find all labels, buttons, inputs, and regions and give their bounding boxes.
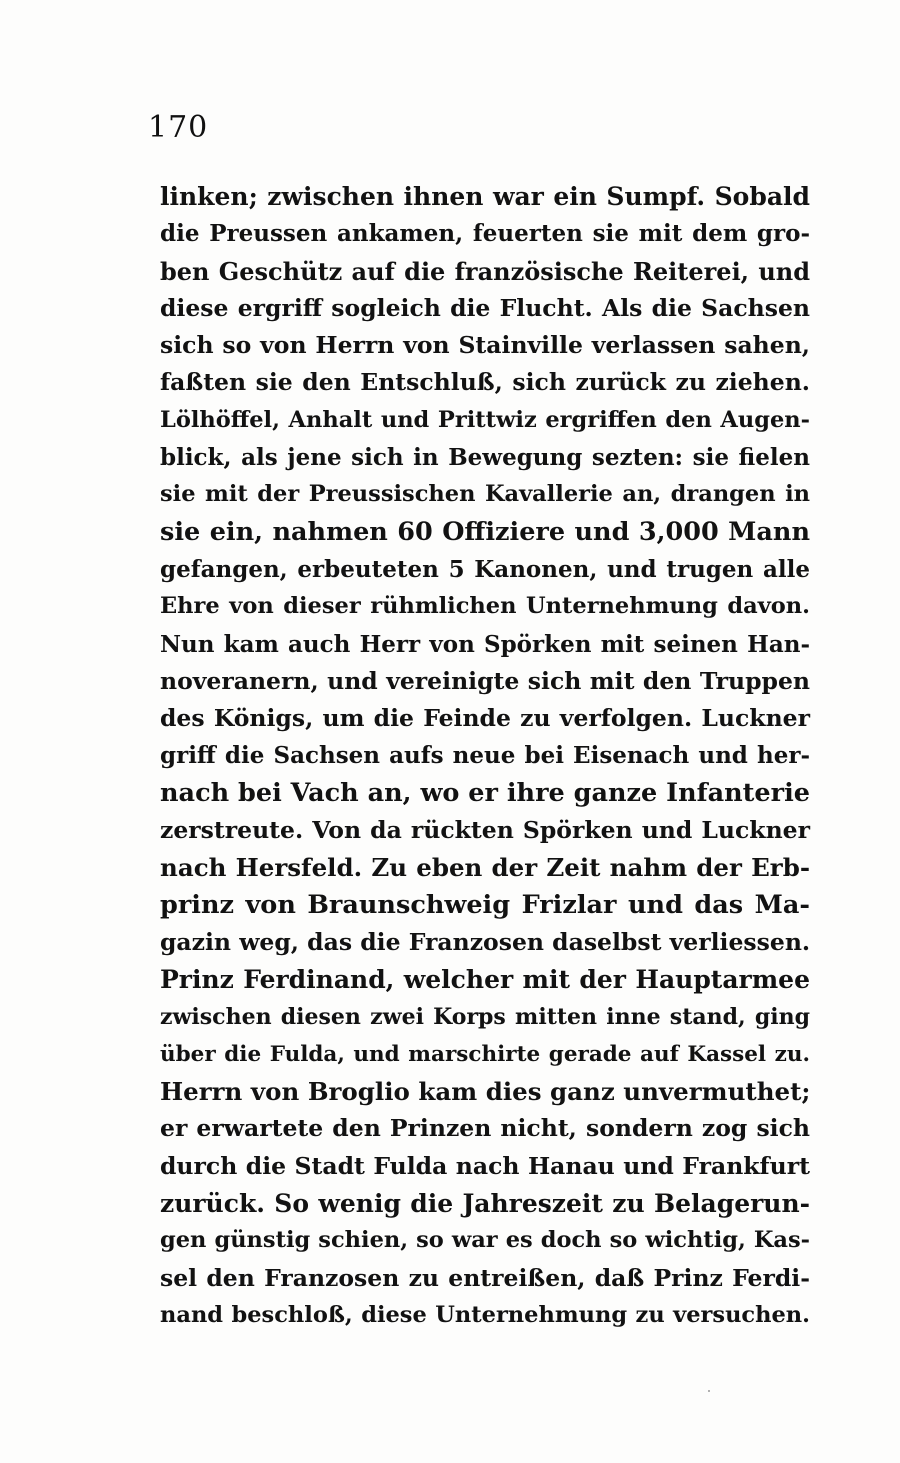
text-line: Prinz Ferdinand, welcher mit der Hauptarmee xyxy=(160,965,810,995)
text-line: blick, als jene sich in Bewegung sezten: sie fielen xyxy=(160,444,810,472)
text-line: sie ein, nahmen 60 Offiziere und 3,000 Mann xyxy=(160,516,810,547)
text-line: zerstreute. Von da rückten Spörken und Luckner xyxy=(160,816,810,845)
text-line: gazin weg, das die Franzosen daselbst verliessen. xyxy=(160,927,811,956)
text-line: nand beschloß, diese Unternehmung zu versuchen. xyxy=(160,1301,810,1328)
text-line: Herrn von Broglio kam dies ganz unvermuthet; xyxy=(160,1077,811,1107)
text-line: faßten sie den Entschluß, sich zurück zu ziehen. xyxy=(160,368,810,397)
text-line: gen günstig schien, so war es doch so wichtig, Kas- xyxy=(160,1227,810,1254)
text-line: nach bei Vach an, wo er ihre ganze Infanterie xyxy=(160,777,810,808)
text-line: er erwartete den Prinzen nicht, sondern zog sich xyxy=(160,1114,810,1143)
text-line: sie mit der Preussischen Kavallerie an, drangen in xyxy=(160,481,810,508)
text-line: Nun kam auch Herr von Spörken mit seinen Han- xyxy=(160,630,810,658)
page-number: 170 xyxy=(148,110,209,145)
text-line: Ehre von dieser rühmlichen Unternehmung davon. xyxy=(160,593,810,620)
text-line: gefangen, erbeuteten 5 Kanonen, und trugen alle xyxy=(160,555,810,583)
text-line: diese ergriff sogleich die Flucht. Als die Sachsen xyxy=(160,293,810,322)
text-line: zurück. So wenig die Jahreszeit zu Belagerun- xyxy=(160,1189,810,1219)
text-line: sich so von Herrn von Stainville verlassen sahen, xyxy=(160,331,810,360)
text-line: noveranern, und vereinigte sich mit den Truppen xyxy=(160,666,810,695)
body-text xyxy=(160,178,810,1334)
text-line: durch die Stadt Fulda nach Hanau und Frankfurt xyxy=(160,1151,810,1180)
text-line: nach Hersfeld. Zu eben der Zeit nahm der Erb- xyxy=(160,853,810,883)
paper-speck xyxy=(708,1390,710,1392)
text-line: sel den Franzosen zu entreißen, daß Prinz Ferdi- xyxy=(160,1263,810,1292)
text-line: zwischen diesen zwei Korps mitten inne stand, ging xyxy=(160,1003,810,1030)
text-line: prinz von Braunschweig Frizlar und das Ma- xyxy=(160,889,810,920)
text-line: griff die Sachsen aufs neue bei Eisenach und her- xyxy=(160,742,810,770)
text-line: über die Fulda, und marschirte gerade auf Kassel zu. xyxy=(160,1041,810,1067)
text-line: ben Geschütz auf die französische Reiterei, und xyxy=(160,256,810,286)
text-line: Lölhöffel, Anhalt und Prittwiz ergriffen den Augen- xyxy=(160,406,810,433)
text-line: des Königs, um die Feinde zu verfolgen. Luckner xyxy=(160,704,810,733)
text-line: die Preussen ankamen, feuerten sie mit dem gro- xyxy=(160,220,810,248)
text-line: linken; zwischen ihnen war ein Sumpf. Sobald xyxy=(160,182,810,211)
